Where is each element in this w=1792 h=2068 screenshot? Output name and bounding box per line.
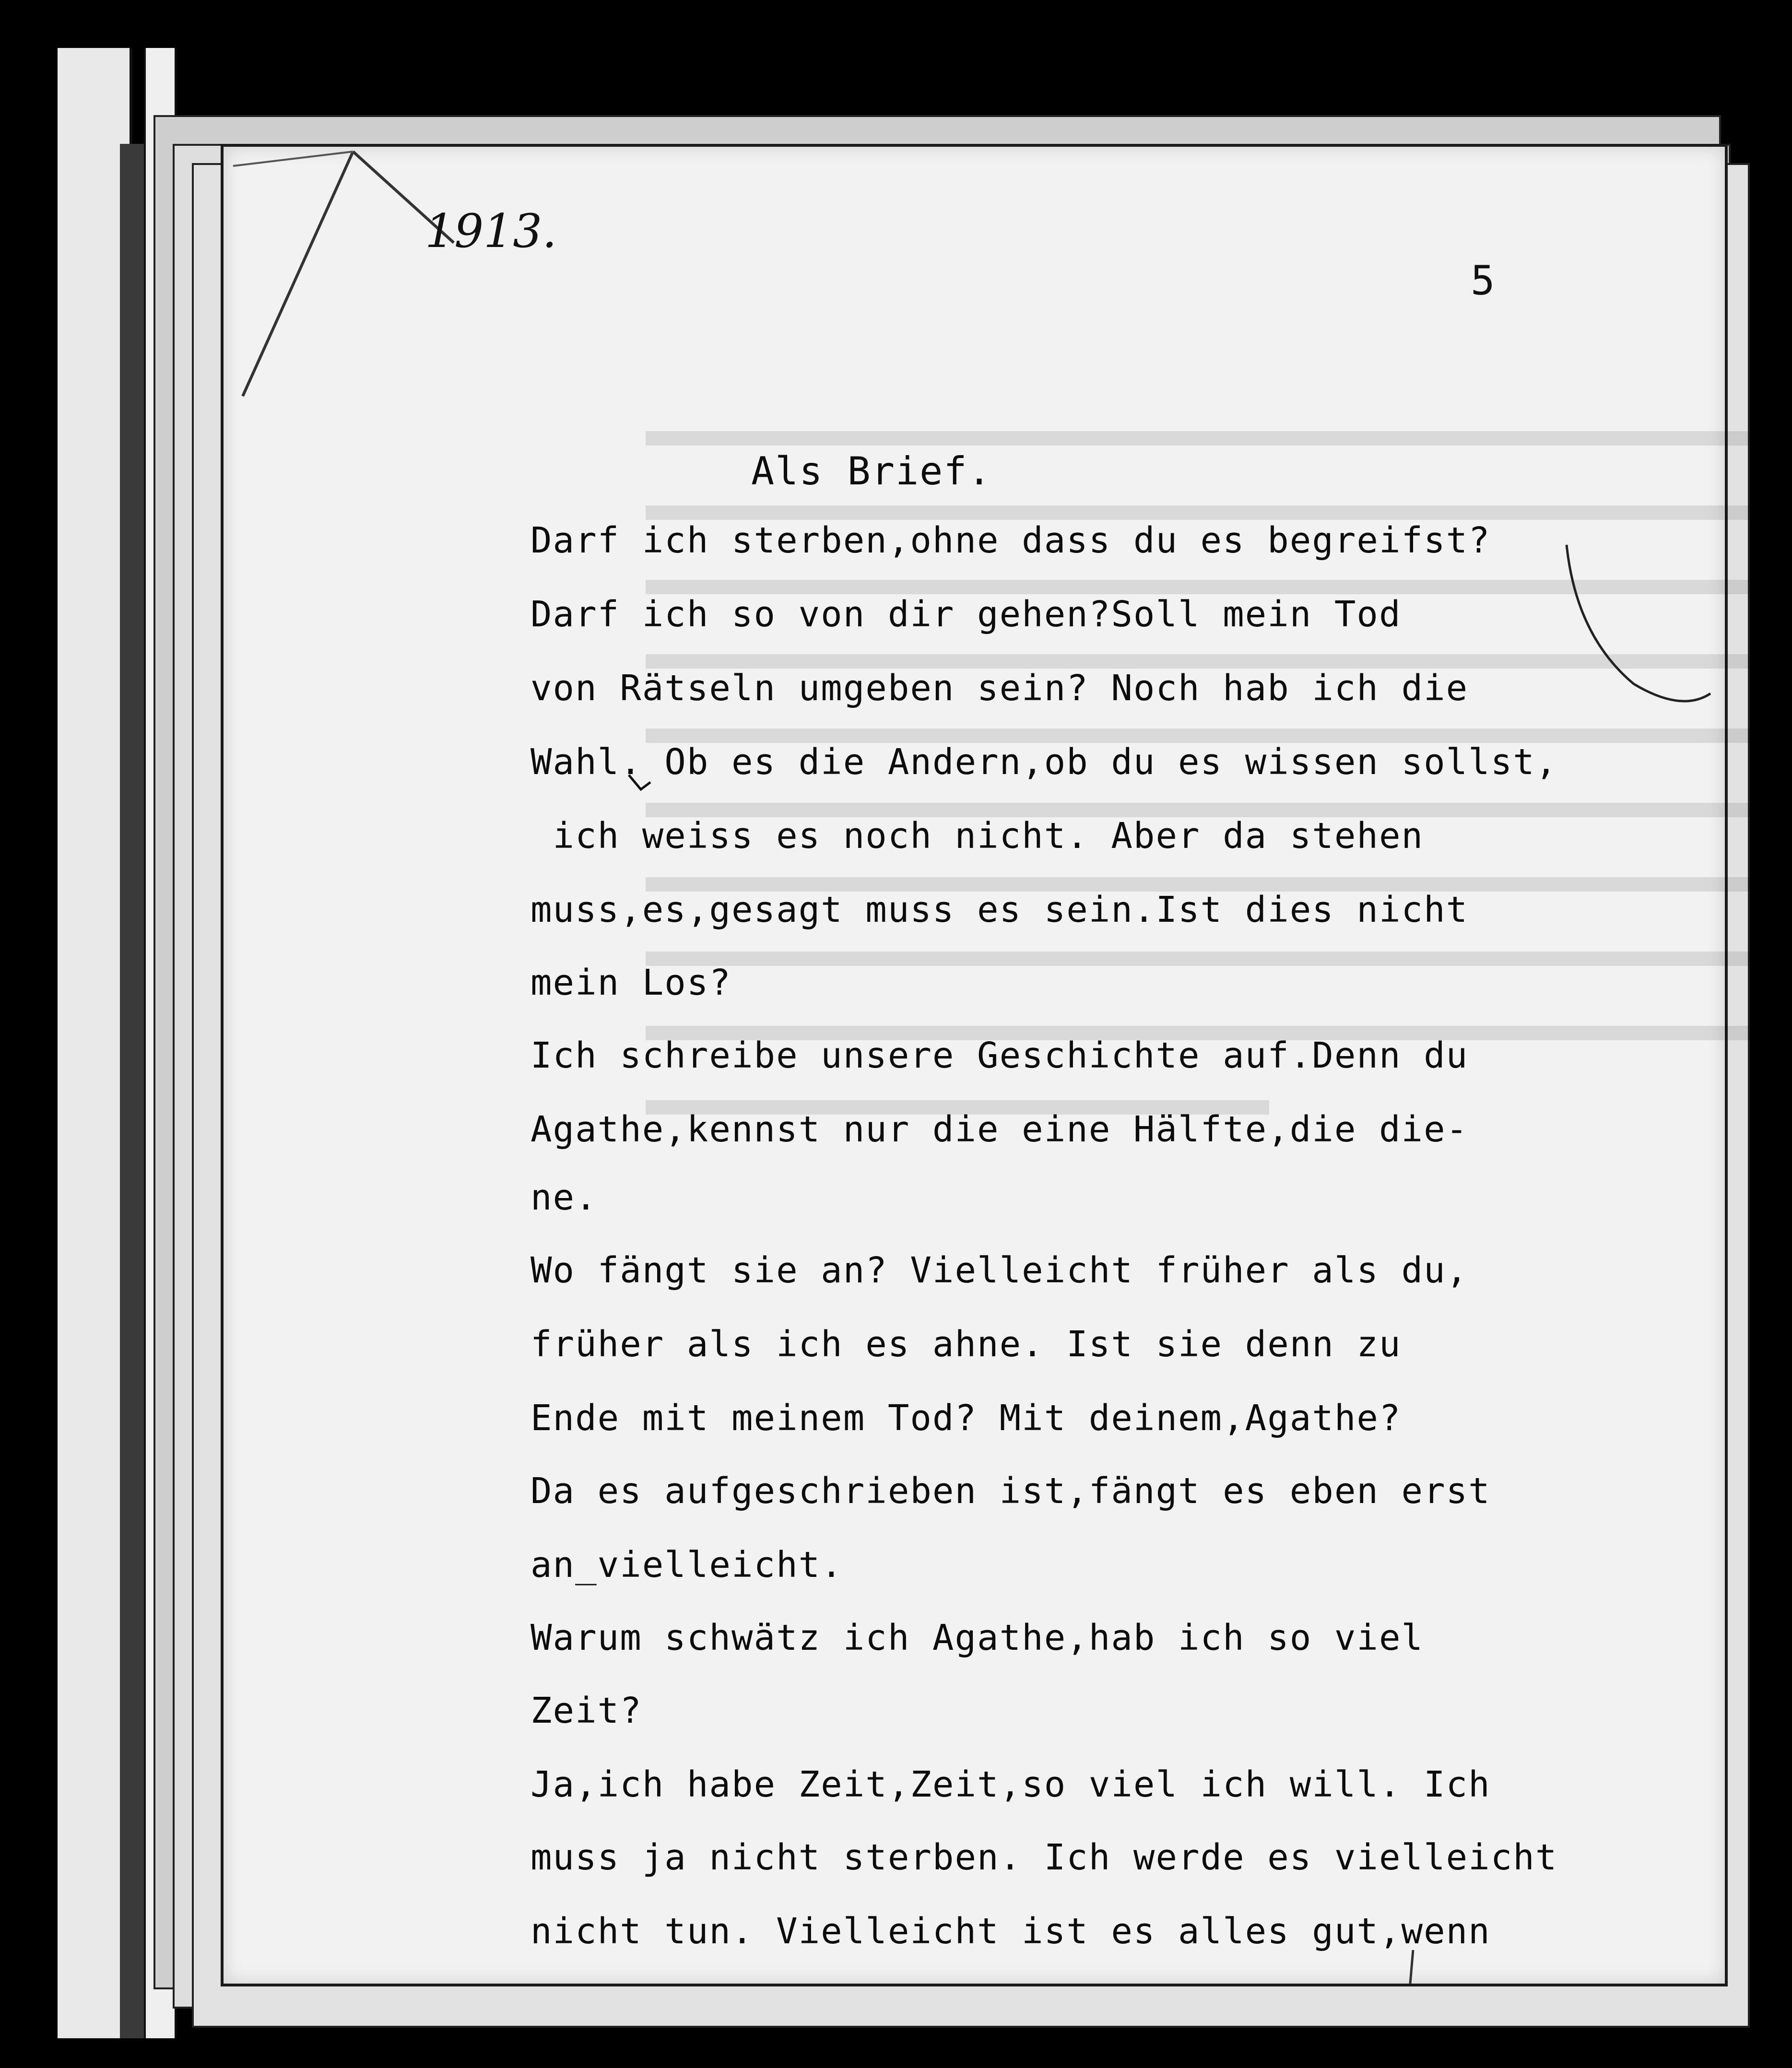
text-line: Darf ich so von dir gehen?Soll mein Tod	[531, 594, 1402, 635]
text-line: Ich schreibe unsere Geschichte auf.Denn du	[531, 1035, 1469, 1076]
text-line: Wo fängt sie an? Vielleicht früher als du,	[531, 1250, 1469, 1291]
folded-corner	[224, 147, 559, 435]
text-line: früher als ich es ahne. Ist sie denn zu	[531, 1324, 1402, 1365]
text-line: mein Los?	[531, 962, 731, 1003]
text-line: ne.	[531, 1177, 598, 1218]
text-line: ich weiss es noch nicht. Aber da stehen	[531, 815, 1424, 857]
text-line: Warum schwätz ich Agathe,hab ich so viel	[531, 1617, 1424, 1658]
handwritten-correction-mark	[1557, 540, 1720, 741]
typed-page	[221, 144, 1728, 1986]
text-line: Wahl. Ob es die Andern,ob du es wissen sollst,	[531, 741, 1558, 783]
text-line: Ja,ich habe Zeit,Zeit,so viel ich will. Ich	[531, 1764, 1491, 1805]
text-line: Da es aufgeschrieben ist,fängt es eben erst	[531, 1470, 1491, 1512]
text-line: Zeit?	[531, 1690, 642, 1731]
text-line: an_vielleicht.	[531, 1544, 843, 1586]
insertion-caret-mark	[626, 770, 655, 794]
text-line: nicht tun. Vielleicht ist es alles gut,wenn	[531, 1911, 1491, 1952]
paper-scratch	[1403, 1950, 1423, 1984]
text-line: Darf ich sterben,ohne dass du es begreifst?	[531, 520, 1491, 561]
text-line: von Rätseln umgeben sein? Noch hab ich die	[531, 668, 1469, 709]
page-number: 5	[1471, 257, 1495, 304]
text-line: Ende mit meinem Tod? Mit deinem,Agathe?	[531, 1398, 1402, 1439]
text-line: Agathe,kennst nur die eine Hälfte,die die-	[531, 1109, 1469, 1150]
text-line: muss,es,gesagt muss es sein.Ist dies nicht	[531, 889, 1469, 930]
bleed-through-texture	[521, 339, 1682, 1230]
handwritten-year: 1913.	[425, 204, 557, 258]
text-line: muss ja nicht sterben. Ich werde es vielleicht	[531, 1837, 1558, 1878]
letter-title: Als Brief.	[751, 449, 992, 494]
